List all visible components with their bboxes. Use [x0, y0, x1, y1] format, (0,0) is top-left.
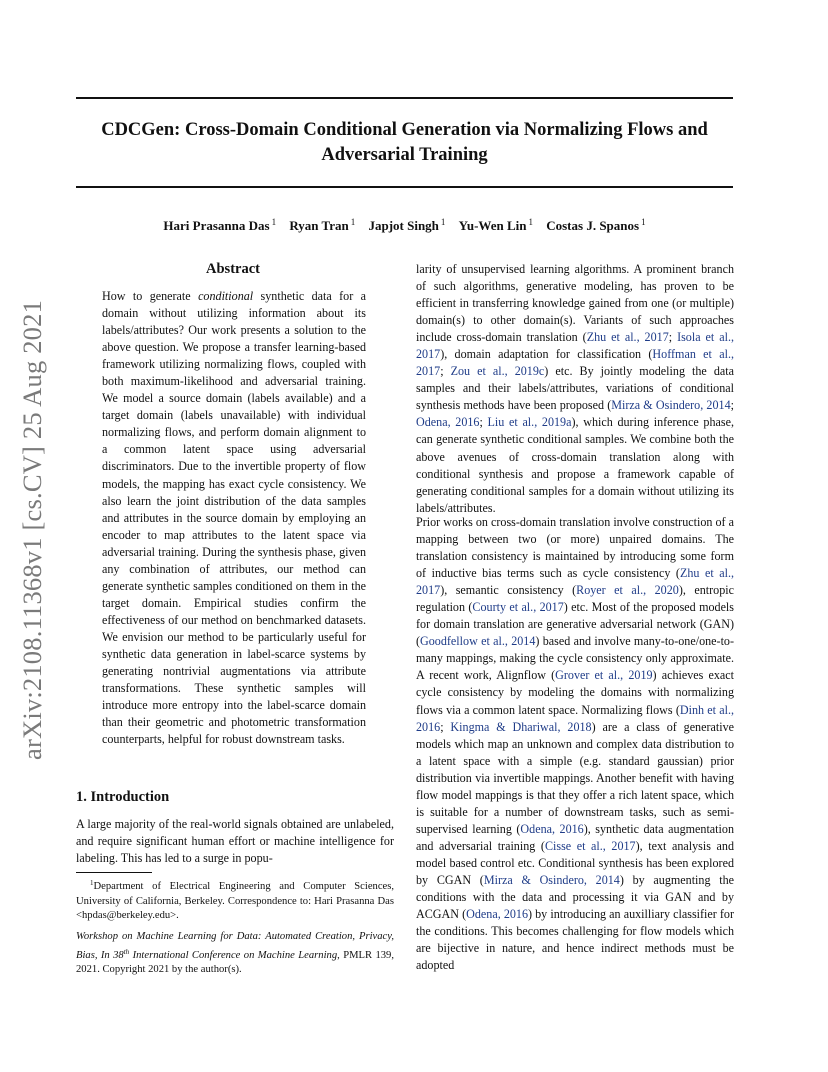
title-rule-top [76, 97, 733, 99]
title-line-2: Adversarial Training [321, 145, 488, 165]
citation-link[interactable]: Zhu et al., 2017 [586, 330, 669, 345]
citation-link[interactable]: Odena, 2016 [520, 821, 584, 836]
citation-link[interactable]: Royer et al., 2020 [576, 583, 679, 598]
introduction-paragraph: A large majority of the real-world signals obtained are unlabeled, and require significant human effort or machine intelligence for labeling. This has led to a surge in popu- [76, 817, 394, 866]
title-rule-bottom [76, 186, 733, 188]
abstract-body: How to generate conditional synthetic data for a domain without utilizing information about its labels/attributes? Our work presents a solution to the above question. We propose a transfer learning-based framework utilizing normalizing flows, coupled with both maximum-likelihood and adversarial training. We model a source domain (labels available) and a target domain (labels unavailable) with individual normalizing flows, and perform domain alignment to a common latent space using adversarial discriminators. Due to the invertible property of flow models, the mapping has exact cycle consistency. We also learn the joint distribution of the data samples and attributes in the source domain by employing an encoder to map attributes to the latent space via adversarial training. During the synthesis phase, given any combination of attributes, our method can generate synthetic samples conditioned on them in the target domain. Empirical studies confirm the effectiveness of our method on benchmarked datasets. We envision our method to be particularly useful for synthetic data generation in label-scarce systems by generating nontrivial augmentations via attribute transformations. These synthetic samples will introduce more entropy into the label-scarce domain than their geometric and photometric transformation counterparts, helpful for robust downstream tasks. [102, 289, 366, 747]
author: Ryan Tran $^1$ [289, 217, 356, 233]
title-line-1: CDCGen: Cross-Domain Conditional Generation via Normalizing Flows and [101, 120, 708, 140]
citation-link[interactable]: Mirza & Osindero, 2014 [483, 872, 620, 887]
citation-link[interactable]: Courty et al., 2017 [472, 600, 564, 615]
paper-title [76, 118, 733, 168]
citation-link[interactable]: Kingma & Dhariwal, 2018 [450, 719, 592, 734]
footnote-rule [76, 872, 152, 873]
right-column-paragraph-2: Prior works on cross-domain translation involve construction of a mapping between two (or more) unpaired domains. The translation consistency is maintained by introducing some form of inductive bias terms such as cycle consistency (Zhu et al., 2017), semantic consistency (Royer et al., 2020), entropic regulation (Courty et al., 2017) etc. Most of the proposed models for domain translation are generative adversarial network (GAN) (Goodfellow et al., 2014) based and involve many-to-one/one-to-many mappings, making the cycle consistency only approximate. A recent work, Alignflow (Grover et al., 2019) achieves exact cycle consistency by modeling the domains with normalizing flows via a common latent space. Normalizing flows (Dinh et al., 2016; Kingma & Dhariwal, 2018) are a class of generative models which map an unknown and complex data distribution to a latent space with a simple (e.g. standard gaussian) prior distribution via invertible mappings. Another benefit with having flow model mappings is that they offer a rich latent space, which is suitable for a number of downstream tasks, such as semi-supervised learning (Odena, 2016), synthetic data augmentation and adversarial training (Cisse et al., 2017), text analysis and model based control etc. Conditional synthesis has been explored by CGAN (Mirza & Osindero, 2014) by augmenting the conditions with the data and processing it via GAN and by ACGAN (Odena, 2016) by introducing an auxilliary classifier for the conditions. This becomes challenging for flow models which are bijective in nature, and hence indirect methods must be adopted [416, 515, 735, 973]
author: Costas J. Spanos $^1$ [546, 217, 646, 233]
author-list [76, 213, 733, 235]
citation-link[interactable]: Mirza & Osindero, 2014 [611, 398, 731, 413]
author: Hari Prasanna Das $^1$ [163, 217, 277, 233]
right-column-paragraph-1: larity of unsupervised learning algorithms. A prominent branch of such algorithms, generative modeling, has proven to be efficient in transferring knowledge gained from one (or multiple) domain(s) to other domain(s). Variants of such approaches include cross-domain translation (Zhu et al., 2017; Isola et al., 2017), domain adaptation for classification (Hoffman et al., 2017; Zou et al., 2019c) etc. By jointly modeling the data samples and their labels/attributes, variations of conditional synthesis methods have been proposed (Mirza & Osindero, 2014; Odena, 2016; Liu et al., 2019a), which during inference phase, can generate synthetic conditional samples. We combine both the above avenues of cross-domain translation along with conditional synthesis and propose a framework capable of generating conditional samples for a domain without utilizing its labels/attributes. [416, 262, 735, 515]
author: Japjot Singh $^1$ [368, 217, 446, 233]
arxiv-watermark: arXiv:2108.11368v1 [cs.CV] 25 Aug 2021 [17, 299, 47, 760]
citation-link[interactable]: Dinh et al., 2016 [416, 702, 734, 734]
citation-link[interactable]: Zou et al., 2019c [450, 364, 545, 379]
citation-link[interactable]: Odena, 2016 [416, 415, 480, 430]
abstract-heading: Abstract [206, 261, 260, 277]
citation-link[interactable]: Grover et al., 2019 [555, 668, 653, 683]
workshop-note: Workshop on Machine Learning for Data: Automated Creation, Privacy, Bias, In 38th International Conference on Machine Learning, PMLR 139, 2021. Copyright 2021 by the author(s). [76, 931, 394, 975]
citation-link[interactable]: Cisse et al., 2017 [544, 838, 636, 853]
citation-link[interactable]: Hoffman et al., 2017 [416, 347, 734, 379]
author: Yu-Wen Lin $^1$ [458, 217, 533, 233]
citation-link[interactable]: Liu et al., 2019a [487, 415, 572, 430]
citation-link[interactable]: Isola et al., 2017 [416, 330, 735, 362]
citation-link[interactable]: Goodfellow et al., 2014 [420, 634, 536, 649]
affiliation-footnote: $^1$Department of Electrical Engineering and Computer Sciences, University of California, Berkeley. Correspondence to: Hari Prasanna Das <hpdas@berkeley.edu>. [76, 879, 394, 921]
introduction-heading: 1. Introduction [76, 789, 170, 805]
citation-link[interactable]: Zhu et al., 2017 [416, 566, 734, 598]
citation-link[interactable]: Odena, 2016 [466, 907, 529, 922]
